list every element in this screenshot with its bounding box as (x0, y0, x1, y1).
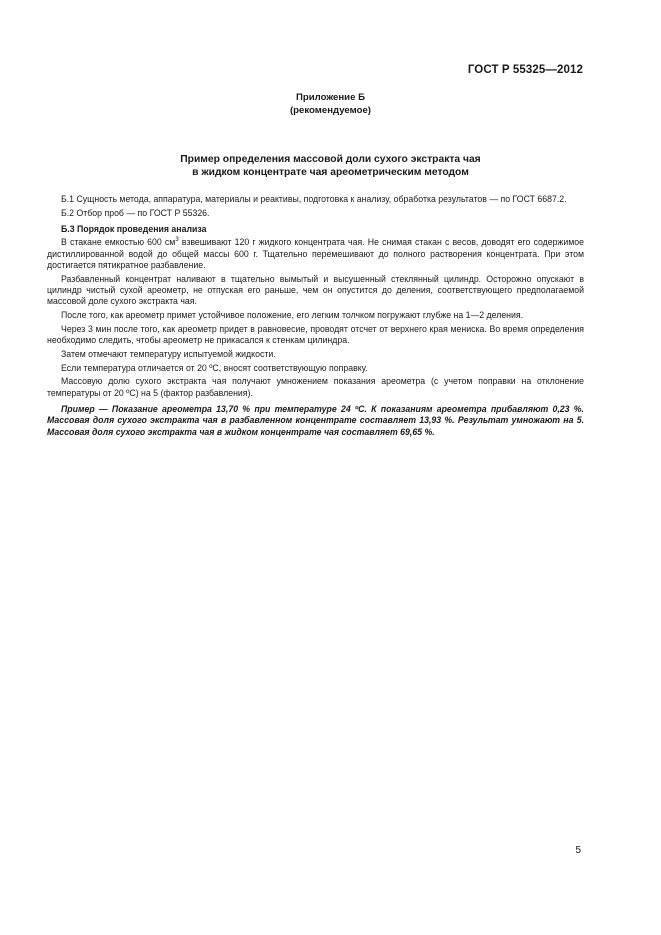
document-title (0, 153, 661, 179)
document-body (47, 194, 584, 438)
paragraph-step-7: Массовую долю сухого экстракта чая получают умножением показания ареометра (с учетом поправки на отклонение температуры от 20 ºС) на 5 (фактор разбавления). (47, 376, 584, 398)
paragraph-b1: Б.1 Сущность метода, аппаратура, материалы и реактивы, подготовка к анализу, обработка результатов — по ГОСТ 6687.2. (61, 194, 567, 204)
cubic-superscript: 3 (175, 237, 179, 244)
paragraph-step-4: Через 3 мин после того, как ареометр придет в равновесие, проводят отсчет от верхнего края мениска. Во время определения необходимо следить, чтобы ареометр не прикасался к стенкам цилиндра. (47, 323, 584, 346)
example-paragraph: Пример — Показание ареометра 13,70 % при температуре 24 ºС. К показаниям ареометра прибавляют 0,23 %. Массовая доля сухого экстракта чая в разбавленном концентрате составляет 13,93 %. Результат умножают на 5. Массовая доля сухого экстракта чая в жидком концентрате чая составляет 69,65 %. (47, 404, 584, 437)
title-line-2: в жидком концентрате чая ареометрическим методом (192, 167, 469, 178)
appendix-subtitle: (рекомендуемое) (289, 105, 371, 116)
step-1-text-start: В стакане емкостью 600 см (61, 237, 176, 248)
section-heading-b3: Б.3 Порядок проведения анализа (61, 223, 207, 234)
standard-number: ГОСТ Р 55325—2012 (467, 64, 583, 76)
appendix-title: Приложение Б (296, 92, 365, 103)
paragraph-step-6: Если температура отличается от 20 ºС, вносят соответствующую поправку. (61, 362, 368, 373)
step-1-text-end: взвешивают 120 г жидкого концентрата чая. Не снимая стакан с весов, доводят его содержимое дистиллированной водой до общей массы 600 г. Тщательно перемешивают до полного растворения концентрата. При этом достигается пятикратное разбавление. (47, 237, 584, 270)
paragraph-step-1 (47, 237, 584, 271)
paragraph-step-2: Разбавленный концентрат наливают в тщательно вымытый и высушенный стеклянный цилиндр. Осторожно опускают в цилиндр чистый сухой ареометр, не отпуская его раньше, чем он опустится до деления, соответствующего предполагаемой массовой доле сухого экстракта чая. (47, 273, 584, 307)
paragraph-b2: Б.2 Отбор проб — по ГОСТ Р 55326. (61, 207, 210, 218)
title-line-1: Пример определения массовой доли сухого экстракта чая (180, 154, 481, 165)
page-number: 5 (575, 845, 581, 856)
appendix-heading (0, 91, 661, 117)
paragraph-step-5: Затем отмечают температуру испытуемой жидкости. (61, 348, 276, 359)
paragraph-step-3: После того, как ареометр примет устойчивое положение, его легким толчком погружают глубже на 1—2 деления. (61, 310, 524, 321)
